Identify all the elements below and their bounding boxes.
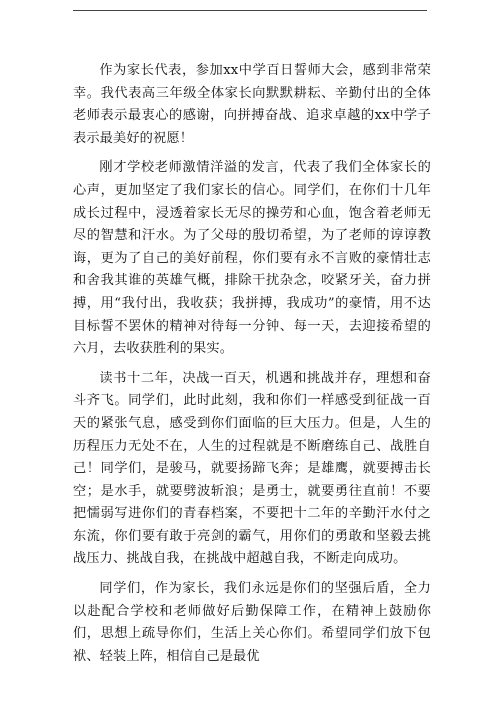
paragraph-1: 作为家长代表，参加xx中学百日誓师大会，感到非常荣幸。我代表高三年级全体家长向默默耕耘、辛勤付出的全体老师表示最衷心的感谢，向拼搏奋战、追求卓越的xx中学子表示最美好的祝愿！ (73, 63, 431, 146)
paragraph-3: 读书十二年，决战一百天，机遇和挑战并存，理想和奋斗齐飞。同学们，此时此刻，我和你们一样感受到征战一百天的紧张气息，感受到你们面临的巨大压力。但是，人生的历程压力无处不在，人生的过程就是不断磨练自己、战胜自己！同学们，是骏马，就要扬蹄飞奔；是雄鹰，就要搏击长空；是水手，就要劈波斩浪；是勇士，就要勇往直前！不要把懦弱写进你们的青春档案，不要把十二年的辛勤汗水付之东流，你们要有敢于亮剑的霸气，用你们的勇敢和坚毅去挑战压力、挑战自我，在挑战中超越自我，不断走向成功。 (73, 370, 431, 567)
document-body (73, 60, 431, 675)
paragraph-2: 刚才学校老师激情洋溢的发言，代表了我们全体家长的心声，更加坚定了我们家长的信心。同学们，在你们十几年成长过程中，浸透着家长无尽的操劳和心血，饱含着老师无尽的智慧和汗水。为了父母的殷切希望，为了老师的谆谆教诲，更为了自己的美好前程，你们要有永不言败的豪情壮志和舍我其谁的英雄气概，排除干扰杂念，咬紧牙关，奋力拼搏，用“我付出，我收获；我拼搏，我成功”的豪情，用不达目标誓不罢休的精神对待每一分钟、每一天，去迎接希望的六月，去收获胜利的果实。 (73, 160, 431, 357)
paragraph-4: 同学们，作为家长，我们永远是你们的坚强后盾，全力以赴配合学校和老师做好后勤保障工作，在精神上鼓励你们，思想上疏导你们，生活上关心你们。希望同学们放下包袱、轻装上阵，相信自己是最优 (73, 581, 431, 664)
header-rule (73, 10, 427, 11)
